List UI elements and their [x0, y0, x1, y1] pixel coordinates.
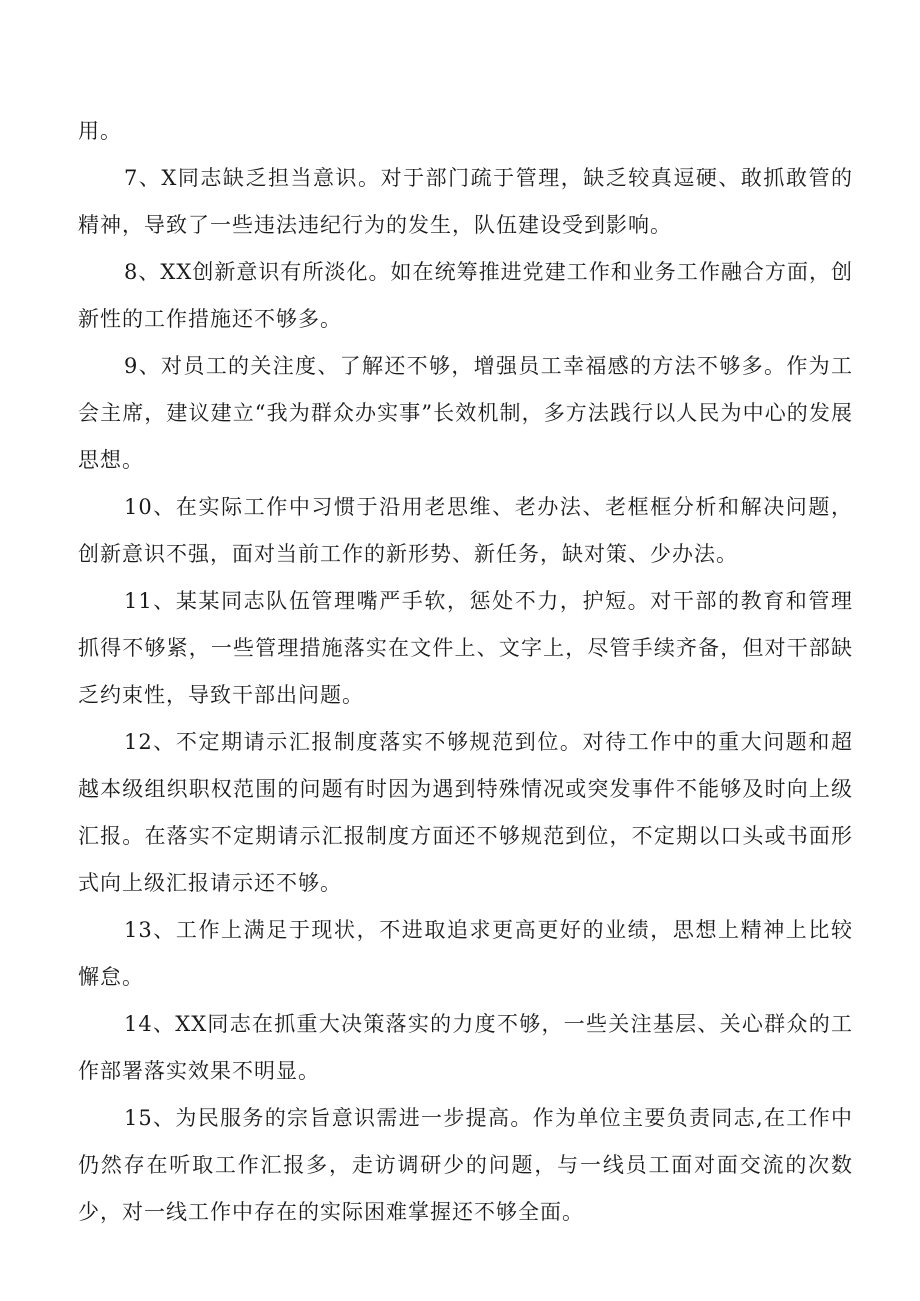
paragraph-item-13: 13、工作上满足于现状，不进取追求更高更好的业绩，思想上精神上比较懈怠。: [78, 918, 853, 989]
paragraph-item-14: 14、XX同志在抓重大决策落实的力度不够，一些关注基层、关心群众的工作部署落实效果不明显。: [78, 1012, 853, 1083]
document-body: [78, 108, 853, 1236]
paragraph-continuation: 用。: [78, 119, 122, 143]
paragraph-item-7: 7、X同志缺乏担当意识。对于部门疏于管理，缺乏较真逗硬、敢抓敢管的精神，导致了一些违法违纪行为的发生，队伍建设受到影响。: [78, 166, 853, 237]
paragraph-item-12: 12、不定期请示汇报制度落实不够规范到位。对待工作中的重大问题和超越本级组织职权范围的问题有时因为遇到特殊情况或突发事件不能够及时向上级汇报。在落实不定期请示汇报制度方面还不够规范到位，不定期以口头或书面形式向上级汇报请示还不够。: [78, 730, 853, 895]
paragraph-item-15: 15、为民服务的宗旨意识需进一步提高。作为单位主要负责同志,在工作中仍然存在听取工作汇报多，走访调研少的问题，与一线员工面对面交流的次数少，对一线工作中存在的实际困难掌握还不够全面。: [78, 1106, 853, 1224]
paragraph-item-9: 9、对员工的关注度、了解还不够，增强员工幸福感的方法不够多。作为工会主席，建议建立“我为群众办实事”长效机制，多方法践行以人民为中心的发展思想。: [78, 354, 853, 472]
paragraph-item-8: 8、XX创新意识有所淡化。如在统筹推进党建工作和业务工作融合方面，创新性的工作措施还不够多。: [78, 260, 853, 331]
paragraph-item-10: 10、在实际工作中习惯于沿用老思维、老办法、老框框分析和解决问题，创新意识不强，面对当前工作的新形势、新任务，缺对策、少办法。: [78, 495, 853, 566]
paragraph-item-11: 11、某某同志队伍管理嘴严手软，惩处不力，护短。对干部的教育和管理抓得不够紧，一些管理措施落实在文件上、文字上，尽管手续齐备，但对干部缺乏约束性，导致干部出问题。: [78, 589, 853, 707]
